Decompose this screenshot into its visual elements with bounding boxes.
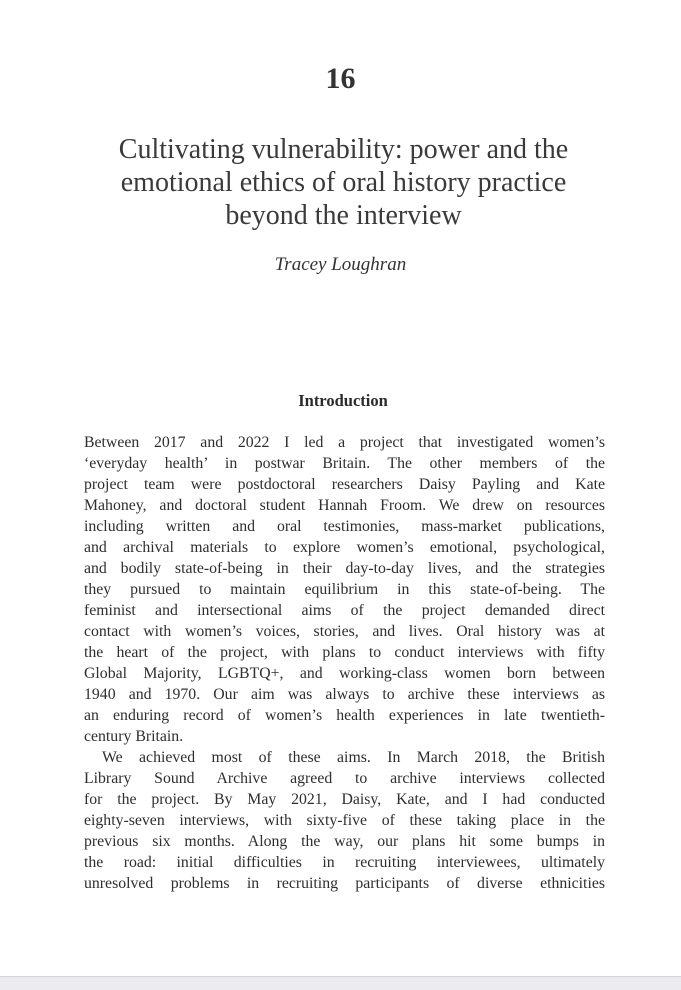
text-line: ‘everyday health’ in postwar Britain. The other members of the xyxy=(84,455,605,472)
text-line: Between 2017 and 2022 I led a project that investigated women’s xyxy=(84,434,605,451)
text-line: Library Sound Archive agreed to archive interviews collected xyxy=(84,770,605,787)
text-line: and archival materials to explore women’s emotional, psychological, xyxy=(84,539,605,556)
body-text xyxy=(84,432,605,894)
text-line: they pursued to maintain equilibrium in this state-of-being. The xyxy=(84,581,605,598)
section-heading: Introduction xyxy=(298,391,388,410)
chapter-title-line: emotional ethics of oral history practice xyxy=(120,167,567,198)
text-line: century Britain. xyxy=(84,728,184,745)
chapter-title-line: beyond the interview xyxy=(225,200,462,231)
text-line: 1940 and 1970. Our aim was always to archive these interviews as xyxy=(84,686,605,703)
text-line: including written and oral testimonies, mass-market publications, xyxy=(84,518,605,535)
text-line: We achieved most of these aims. In March 2018, the British xyxy=(102,749,605,766)
viewer-bottom-strip xyxy=(0,976,681,990)
text-line: and bodily state-of-being in their day-to-day lives, and the strategies xyxy=(84,560,605,577)
chapter-number: 16 xyxy=(325,62,356,95)
text-line: Mahoney, and doctoral student Hannah Froom. We drew on resources xyxy=(84,497,605,514)
text-line: Global Majority, LGBTQ+, and working-class women born between xyxy=(84,665,605,682)
text-line: the heart of the project, with plans to conduct interviews with fifty xyxy=(84,644,605,661)
text-line: project team were postdoctoral researchers Daisy Payling and Kate xyxy=(84,476,605,493)
chapter-title xyxy=(80,133,607,232)
text-line: for the project. By May 2021, Daisy, Kate, and I had conducted xyxy=(84,791,605,808)
text-line: previous six months. Along the way, our plans hit some bumps in xyxy=(84,833,605,850)
paragraph-1 xyxy=(84,432,605,747)
text-line: feminist and intersectional aims of the project demanded direct xyxy=(84,602,605,619)
chapter-title-line: Cultivating vulnerability: power and the xyxy=(118,134,569,165)
text-line: unresolved problems in recruiting participants of diverse ethnicities xyxy=(84,875,605,892)
text-line: the road: initial difficulties in recruiting interviewees, ultimately xyxy=(84,854,605,871)
author-name: Tracey Loughran xyxy=(274,254,407,275)
text-line: an enduring record of women’s health experiences in late twentieth- xyxy=(84,707,605,724)
text-line: eighty-seven interviews, with sixty-five of these taking place in the xyxy=(84,812,605,829)
paragraph-2 xyxy=(84,747,605,894)
text-line: contact with women’s voices, stories, and lives. Oral history was at xyxy=(84,623,605,640)
